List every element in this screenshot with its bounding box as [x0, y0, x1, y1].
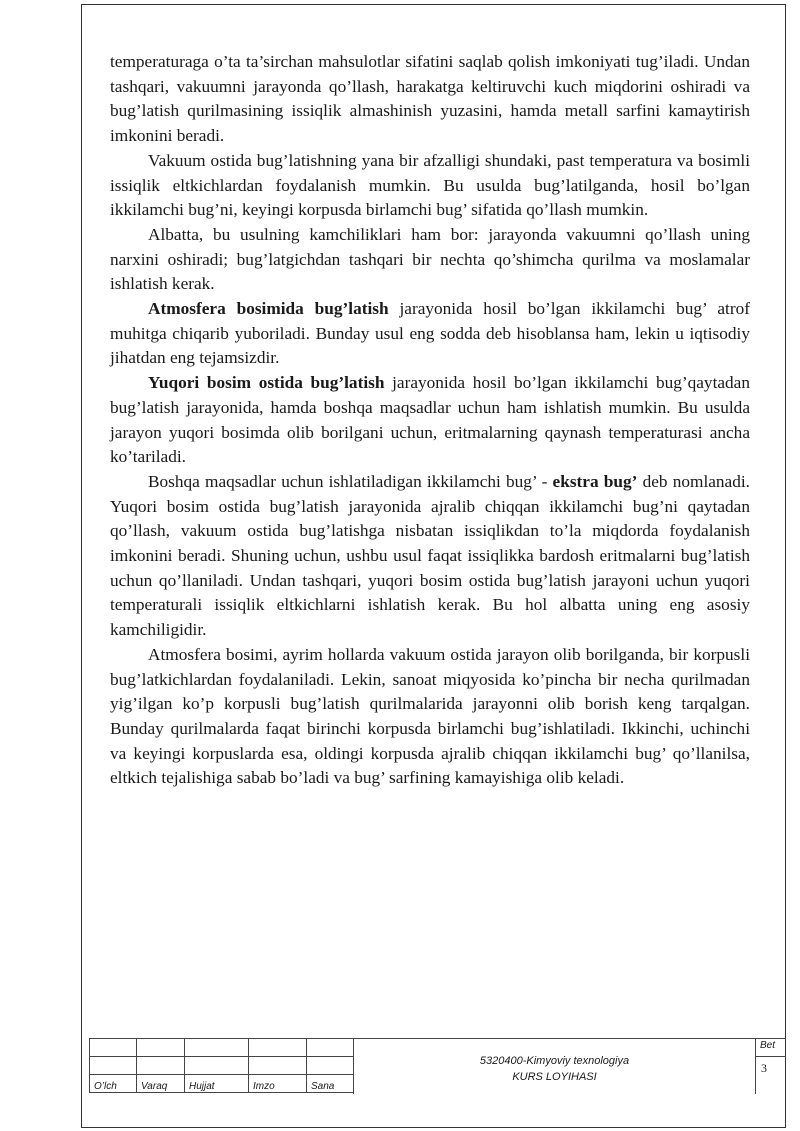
stamp-grid: [89, 1038, 354, 1093]
paragraph-4-text: jarayonida hosil bo’lgan ikkilamchi bug’ atrof muhitga chiqarib yuboriladi. Bunday usul eng sodda deb hisoblansa ham, lekin u iqtisodiy jihatdan eng tejamsizdir.: [110, 299, 750, 368]
document-body: [110, 50, 750, 791]
stamp-row: [90, 1057, 354, 1075]
stamp-title-line2: KURS LOYIHASI: [512, 1071, 597, 1083]
stamp-label-olch: O’lch: [90, 1075, 137, 1093]
term-atmosfera: Atmosfera bosimida bug’latish: [148, 299, 389, 319]
stamp-label-hujjat: Hujjat: [185, 1075, 249, 1093]
stamp-label-imzo: Imzo: [249, 1075, 307, 1093]
stamp-label-sana: Sana: [307, 1075, 354, 1093]
paragraph-5: [110, 371, 750, 470]
stamp-title-box: [353, 1038, 755, 1094]
stamp-divider: [756, 1056, 786, 1057]
paragraph-6: [110, 470, 750, 643]
paragraph-6-text: deb nomlanadi. Yuqori bosim ostida bug’latish jarayonida ajralib chiqqan ikkilamchi bug’ni qaytadan qo’llash, vakuum ostida bug’latishga nisbatan issiqlikdan to’la miqdorda foydalanish imkonini beradi. Shuning uchun, ushbu usul faqat issiqlikka bardosh eritmalarni bug’latish uchun qo’llaniladi. Undan tashqari, yuqori bosim ostida bug’latish jarayoni uchun yuqori temperaturali issiqlik eltkichlarni ishlatish kerak. Bu hol albatta uning eng asosiy kamchiligidir.: [110, 471, 750, 640]
stamp-bet-label: Bet: [760, 1040, 776, 1051]
paragraph-4: [110, 297, 750, 371]
paragraph-3: Albatta, bu usulning kamchiliklari ham bor: jarayonda vakuumni qo’llash uning narxini oshiradi; bug’latgichdan tashqari bir nechta qo’shimcha qurilma va moslamalar ishlatish kerak.: [110, 224, 750, 294]
paragraph-5-text: jarayonida hosil bo’lgan ikkilamchi bug’qaytadan bug’latish jarayonida, hamda boshqa maqsadlar uchun ham ishlatish mumkin. Bu usulda jarayon yuqori bosimda olib borilgani uchun, eritmalarning qaynash temperaturasi ancha ko’tariladi.: [110, 373, 750, 467]
stamp-label-varaq: Varaq: [137, 1075, 185, 1093]
page-number: 3: [761, 1061, 767, 1075]
stamp-page-box: [755, 1038, 786, 1094]
stamp-row: [90, 1039, 354, 1057]
paragraph-6-start: Boshqa maqsadlar uchun ishlatiladigan ikkilamchi bug’ -: [148, 471, 553, 491]
term-ekstra-bug: ekstra bug’: [552, 471, 638, 491]
title-block: [89, 1038, 786, 1094]
paragraph-2: Vakuum ostida bug’latishning yana bir afzalligi shundaki, past temperatura va bosimli issiqlik eltkichlardan foydalanish mumkin. Bu usulda bug’latilganda, hosil bo’lgan ikkilamchi bug’ni, keyingi korpusda birlamchi bug’ sifatida qo’llash mumkin.: [110, 150, 750, 220]
stamp-header-row: [90, 1075, 354, 1093]
paragraph-7: Atmosfera bosimi, ayrim hollarda vakuum ostida jarayon olib borilganda, bir korpusli bug’latkichlardan foydalaniladi. Lekin, sanoat miqyosida ko’pincha bir necha qurilmadan yig’ilgan ko’p korpusli bug’latish qurilmalarida jarayonni olib borish keng tarqalgan. Bunday qurilmalarda faqat birinchi korpusda birlamchi bug’ishlatiladi. Ikkinchi, uchinchi va keyingi korpuslarda esa, oldingi korpusda ajralib chiqqan ikkilamchi bug’ qo’llanilsa, eltkich tejalishiga sabab bo’ladi va bug’ sarfining kamayishiga olib keladi.: [110, 644, 750, 788]
paragraph-1: temperaturaga o’ta ta’sirchan mahsulotlar sifatini saqlab qolish imkoniyati tug’iladi. Undan tashqari, vakuumni jarayonda qo’llash, harakatga keltiruvchi kuch miqdorini oshiradi va bug’latish qurilmasining issiqlik almashinish yuzasini, hamda metall sarfini kamaytirish imkonini beradi.: [110, 52, 750, 146]
stamp-title-line1: 5320400-Kimyoviy texnologiya: [479, 1055, 630, 1067]
term-yuqori-bosim: Yuqori bosim ostida bug’latish: [148, 373, 385, 393]
